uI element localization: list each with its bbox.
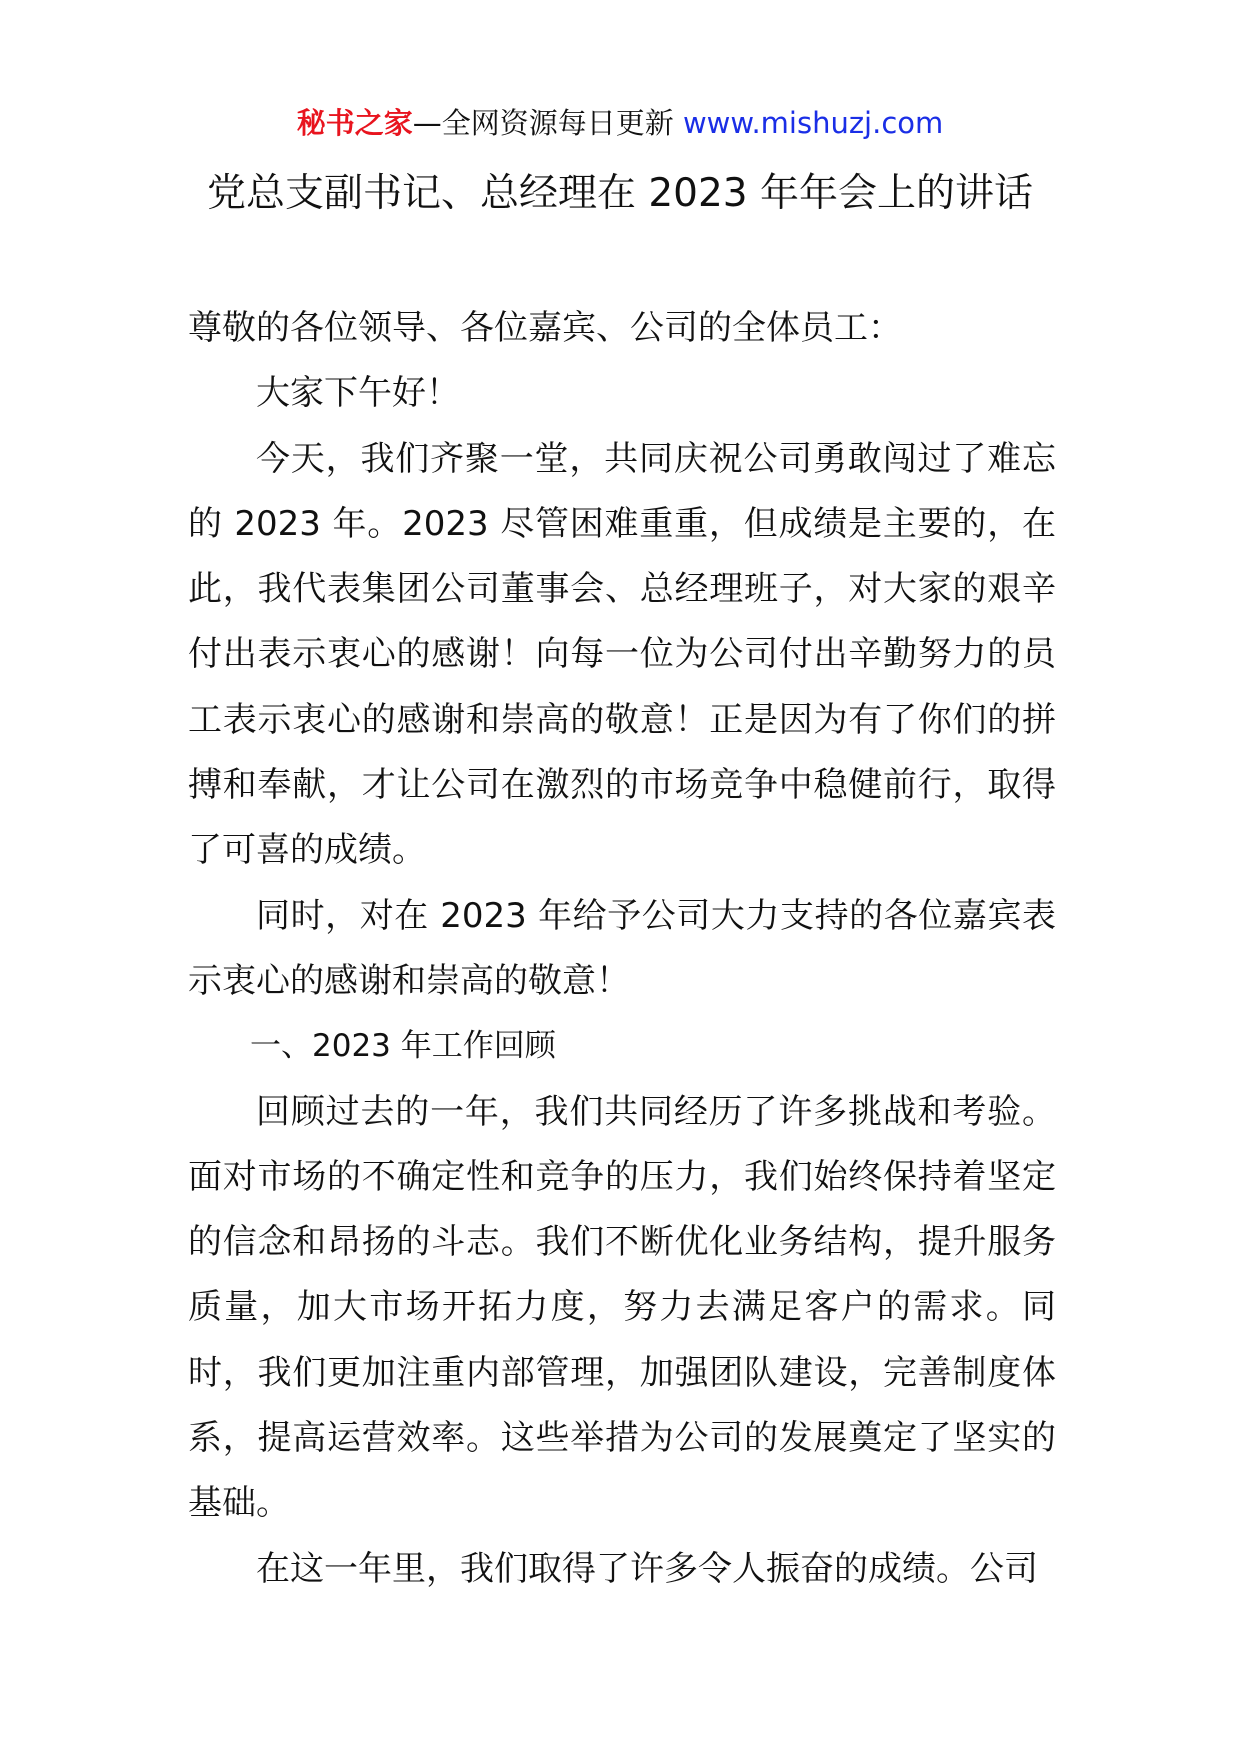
body-paragraph: 今天，我们齐聚一堂，共同庆祝公司勇敢闯过了难忘的 2023 年。2023 尽管困难重重，但成绩是主要的，在此，我代表集团公司董事会、总经理班子，对大家的艰辛付出表示衷心的感谢！向每一位为公司付出辛勤努力的员工表示衷心的感谢和崇高的敬意！正是因为有了你们的拼搏和奉献，才让公司在激烈的市场竞争中稳健前行，取得了可喜的成绩。	[188, 438, 1056, 871]
site-tagline: —全网资源每日更新	[412, 106, 683, 140]
greeting: 大家下午好！	[256, 373, 460, 414]
site-url-link[interactable]: www.mishuzj.com	[682, 106, 944, 140]
brand-name: 秘书之家	[296, 106, 413, 140]
section-heading: 一、2023 年工作回顾	[250, 1028, 556, 1065]
document-title: 党总支副书记、总经理在 2023 年年会上的讲话	[206, 171, 1034, 216]
site-header	[0, 101, 1240, 145]
body-paragraph: 同时，对在 2023 年给予公司大力支持的各位嘉宾表示衷心的感谢和崇高的敬意！	[188, 895, 1056, 1001]
salutation: 尊敬的各位领导、各位嘉宾、公司的全体员工：	[188, 308, 902, 348]
body-paragraph: 在这一年里，我们取得了许多令人振奋的成绩。公司	[256, 1548, 1038, 1589]
document-body	[188, 296, 1056, 1602]
body-paragraph: 回顾过去的一年，我们共同经历了许多挑战和考验。面对市场的不确定性和竞争的压力，我们始终保持着坚定的信念和昂扬的斗志。我们不断优化业务结构，提升服务质量，加大市场开拓力度，努力去满足客户的需求。同时，我们更加注重内部管理，加强团队建设，完善制度体系，提高运营效率。这些举措为公司的发展奠定了坚实的基础。	[188, 1091, 1056, 1524]
